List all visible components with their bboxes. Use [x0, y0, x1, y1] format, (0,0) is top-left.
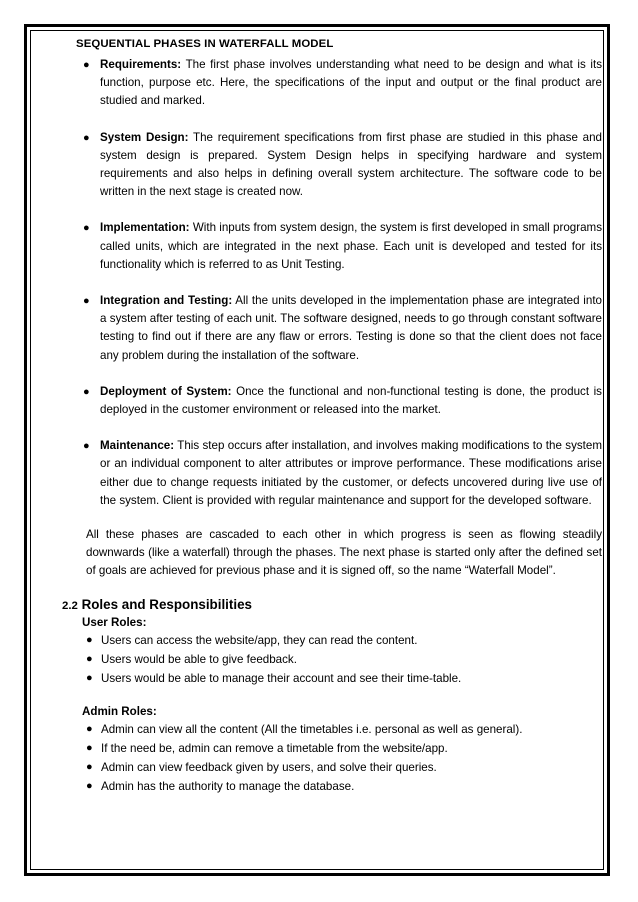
bullet-icon: ● — [86, 652, 93, 665]
list-item — [62, 219, 602, 274]
section-number: 2.2 — [62, 599, 78, 612]
user-roles-title: User Roles: — [82, 615, 147, 629]
list-item — [62, 758, 602, 777]
role-text: Users would be able to manage their account and see their time-table. — [101, 671, 462, 685]
list-item — [62, 437, 602, 510]
spacer — [62, 688, 602, 705]
phase-description: This step occurs after installation, and involves making modifications to the system or an individual component to alter attributes or improve performance. These modifications arise either due to change requests initiated by the customer, or defects uncovered during live use of the system. Client is provided with regular maintenance and support for the developed software. — [100, 439, 602, 507]
list-item — [62, 129, 602, 202]
admin-roles-list — [62, 720, 602, 796]
bullet-icon: ● — [83, 295, 90, 308]
bullet-icon: ● — [86, 741, 93, 754]
role-text: Admin can view all the content (All the timetables i.e. personal as well as general). — [101, 722, 523, 736]
bullet-icon: ● — [86, 722, 93, 735]
phase-description: Once the functional and non-functional testing is done, the product is deployed in the customer environment or released into the market. — [100, 384, 602, 417]
list-item — [62, 383, 602, 419]
document-body — [62, 38, 602, 796]
role-text: Users can access the website/app, they can read the content. — [101, 633, 418, 647]
list-item — [62, 669, 602, 688]
phases-heading: SEQUENTIAL PHASES IN WATERFALL MODEL — [76, 38, 334, 50]
bullet-icon: ● — [83, 440, 90, 453]
role-text: If the need be, admin can remove a timetable from the website/app. — [101, 741, 448, 755]
phase-description: The requirement specifications from first phase are studied in this phase and system design is prepared. System Design helps in specifying hardware and system requirements and also helps in defining overall system architecture. The software code to be written in the next stage is created now. — [100, 130, 602, 199]
bullet-icon: ● — [83, 385, 90, 398]
bullet-icon: ● — [86, 779, 93, 792]
admin-roles-title: Admin Roles: — [82, 704, 157, 718]
bullet-icon: ● — [86, 671, 93, 684]
phase-description: The first phase involves understanding what need to be design and what is its function, purpose etc. Here, the specifications of the input and output or the final product are studied and marked. — [100, 58, 602, 108]
section-title — [62, 597, 602, 612]
bullet-icon: ● — [83, 59, 90, 71]
phase-term: Integration and Testing: — [100, 294, 233, 308]
phase-term: System Design: — [100, 130, 189, 144]
role-text: Users would be able to give feedback. — [101, 652, 297, 666]
list-item — [62, 631, 602, 650]
role-text: Admin can view feedback given by users, and solve their queries. — [101, 760, 437, 774]
phase-term: Requirements: — [100, 58, 182, 71]
bullet-icon: ● — [83, 131, 90, 144]
list-item — [62, 739, 602, 758]
bullet-icon: ● — [86, 760, 93, 773]
phase-term: Implementation: — [100, 221, 190, 235]
section-heading: Roles and Responsibilities — [77, 596, 252, 612]
list-item — [62, 56, 602, 111]
list-item — [62, 292, 602, 365]
summary-paragraph: All these phases are cascaded to each other in which progress is seen as flowing steadily downwards (like a waterfall) through the phases. The next phase is started only after the defined set of goals are achieved for previous phase and it is signed off, so the name “Waterfall Model”. — [86, 528, 602, 578]
phase-term: Maintenance: — [100, 439, 175, 453]
phases-list — [62, 56, 602, 510]
phase-term: Deployment of System: — [100, 384, 232, 398]
bullet-icon: ● — [83, 222, 90, 235]
list-item — [62, 650, 602, 669]
bullet-icon: ● — [86, 633, 93, 646]
role-text: Admin has the authority to manage the database. — [101, 779, 355, 793]
user-roles-list — [62, 631, 602, 688]
phase-description: All the units developed in the implementation phase are integrated into a system after testing of each unit. The software designed, needs to go through constant software testing to find out if there are any flaw or errors. Testing is done so that the client does not face any problem during the installation of the software. — [100, 294, 602, 362]
list-item — [62, 777, 602, 796]
list-item — [62, 720, 602, 739]
phase-description: With inputs from system design, the system is first developed in small programs called units, which are integrated in the next phase. Each unit is developed and tested for its functionality which is referred to as Unit Testing. — [100, 221, 602, 271]
